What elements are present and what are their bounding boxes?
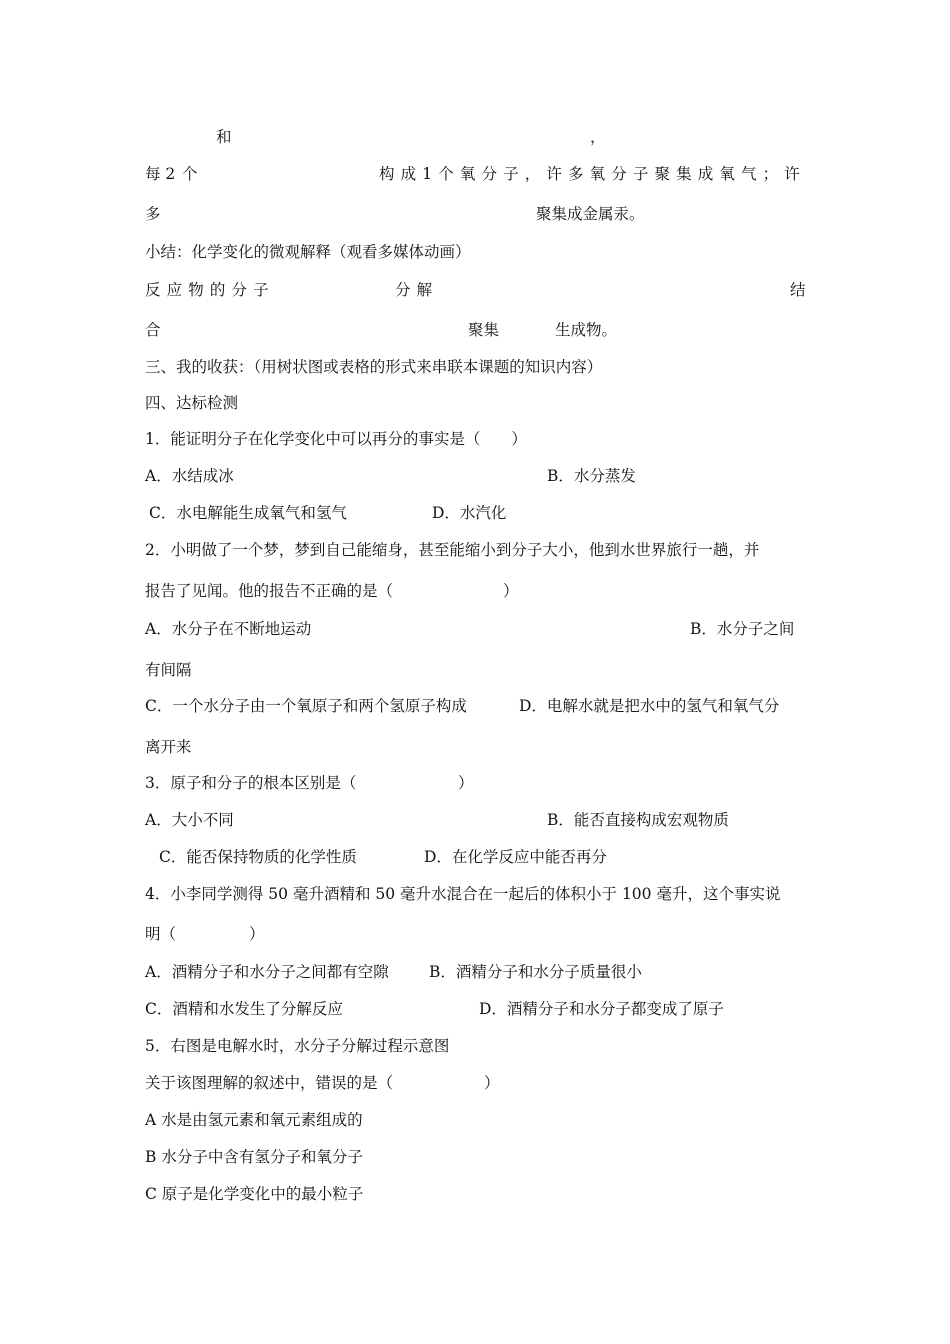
question-2-line1: 2．小明做了一个梦，梦到自己能缩身，甚至能缩小到分子大小，他到水世界旅行一趟，并 [145, 541, 760, 559]
text-he2: 合 [145, 321, 161, 339]
q2-option-b: B．水分子之间 [690, 620, 795, 638]
q5-option-a: A 水是由氢元素和氧元素组成的 [145, 1111, 363, 1129]
text-fanying: 反 应 物 的 分 子 [145, 281, 270, 299]
q2-option-a: A．水分子在不断地运动 [145, 620, 312, 638]
question-4-line1: 4．小李同学测得 50 毫升酒精和 50 毫升水混合在一起后的体积小于 100 毫升，这个事实说 [145, 885, 781, 903]
q2-option-d: D．电解水就是把水中的氢气和氧气分 [519, 697, 780, 715]
text-juji-jinshu: 聚集成金属汞。 [536, 205, 645, 223]
q4-option-c: C．酒精和水发生了分解反应 [145, 1000, 343, 1018]
q5-option-b: B 水分子中含有氢分子和氧分子 [145, 1148, 363, 1166]
question-3: 3．原子和分子的根本区别是（ [145, 774, 357, 792]
question-4-line2: 明（ [145, 925, 177, 943]
section-shouhuo: 三、我的收获：（用树状图或表格的形式来串联本课题的知识内容） [145, 358, 603, 376]
q3-option-c: C．能否保持物质的化学性质 [159, 848, 357, 866]
question-5-line2: 关于该图理解的叙述中，错误的是（ [145, 1074, 394, 1092]
q3-option-d: D．在化学反应中能否再分 [424, 848, 607, 866]
text-fenjie: 分 解 [395, 281, 433, 299]
q5-option-c: C 原子是化学变化中的最小粒子 [145, 1185, 364, 1203]
q1-option-c: C．水电解能生成氧气和氢气 [149, 504, 347, 522]
text-duo: 多 [145, 205, 161, 223]
text-juji: 聚集 [468, 321, 500, 339]
text-jie: 结 [790, 281, 806, 299]
q1-option-d: D．水汽化 [432, 504, 507, 522]
question-4-close: ） [249, 925, 265, 943]
q4-option-a: A．酒精分子和水分子之间都有空隙 [145, 963, 389, 981]
question-2-close: ） [503, 582, 519, 600]
text-xiaojie: 小结：化学变化的微观解释（观看多媒体动画） [145, 243, 471, 261]
q2-option-c: C．一个水分子由一个氧原子和两个氢原子构成 [145, 697, 467, 715]
text-shengchengwu: 生成物。 [555, 321, 618, 339]
question-3-close: ） [458, 774, 474, 792]
text-goucheng: 构 成 1 个 氧 分 子 ， 许 多 氧 分 子 聚 集 成 氧 气 ； 许 [379, 165, 801, 183]
text-he: 和 [216, 128, 232, 146]
text-ge: 个 [182, 165, 198, 183]
q4-option-b: B．酒精分子和水分子质量很小 [429, 963, 642, 981]
section-dabiao: 四、达标检测 [145, 394, 239, 412]
text-mei2: 每 2 [145, 165, 176, 183]
q2-option-d-cont: 离开来 [145, 738, 192, 756]
question-1: 1．能证明分子在化学变化中可以再分的事实是（ ） [145, 430, 527, 448]
text-comma: ， [590, 128, 606, 146]
q1-option-b: B．水分蒸发 [547, 467, 636, 485]
q4-option-d: D．酒精分子和水分子都变成了原子 [479, 1000, 724, 1018]
question-5-line1: 5．右图是电解水时，水分子分解过程示意图 [145, 1037, 450, 1055]
q1-option-a: A．水结成冰 [145, 467, 234, 485]
question-5-close: ） [484, 1074, 500, 1092]
q3-option-b: B．能否直接构成宏观物质 [547, 811, 729, 829]
question-2-line2: 报告了见闻。他的报告不正确的是（ [145, 582, 394, 600]
q3-option-a: A．大小不同 [145, 811, 234, 829]
q2-option-b-cont: 有间隔 [145, 661, 192, 679]
